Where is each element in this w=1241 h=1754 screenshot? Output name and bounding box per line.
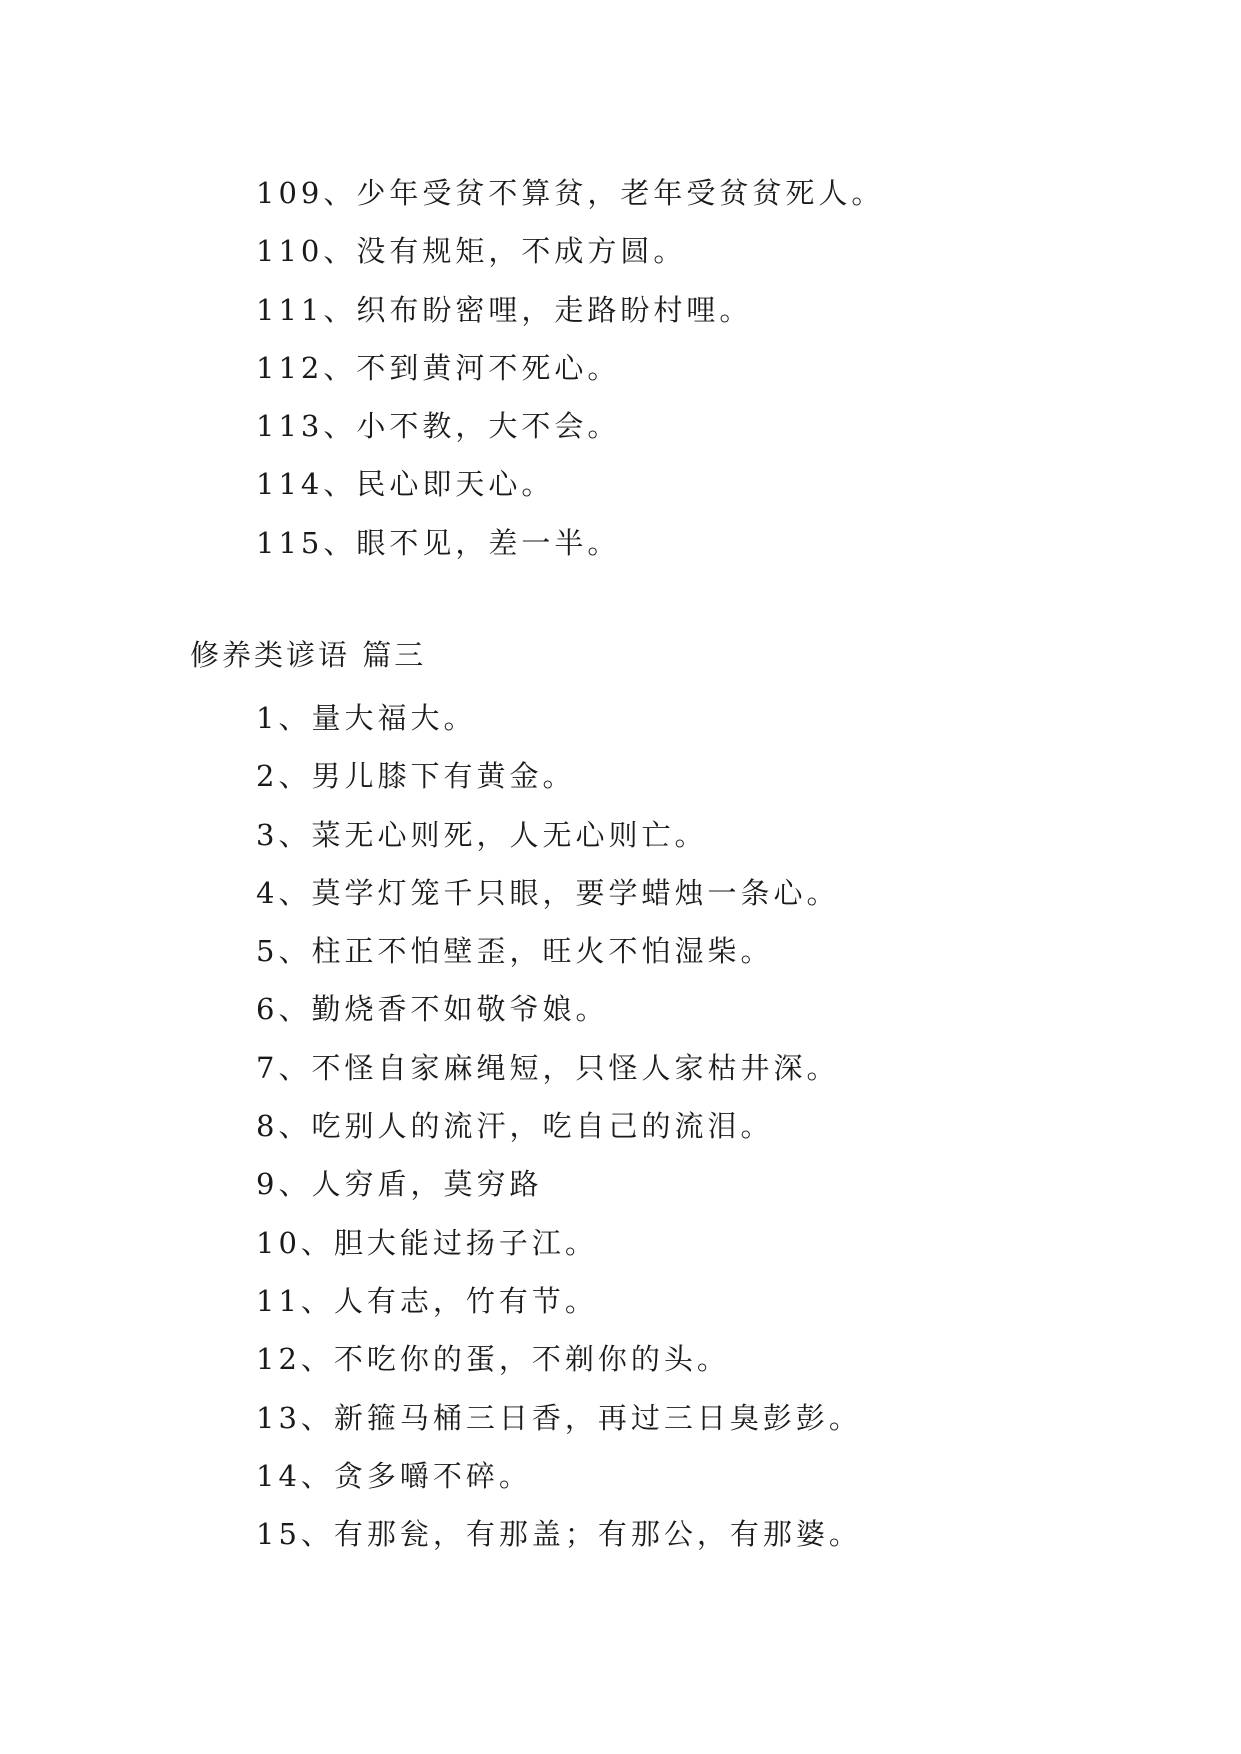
- list-item: 15、有那瓮，有那盖；有那公，有那婆。: [256, 1517, 862, 1552]
- list-item: 14、贪多嚼不碎。: [256, 1458, 532, 1493]
- list-item: 115、眼不见，差一半。: [256, 525, 621, 560]
- list-item: 11、人有志，竹有节。: [256, 1283, 598, 1318]
- proverb-list: [256, 689, 862, 1563]
- proverb-list-continued: [256, 164, 884, 572]
- section-heading: 修养类谚语 篇三: [190, 638, 427, 672]
- list-item: 113、小不教，大不会。: [256, 409, 621, 444]
- list-item: 3、菜无心则死，人无心则亡。: [256, 817, 708, 852]
- list-item: 109、少年受贫不算贫，老年受贫贫死人。: [256, 176, 885, 210]
- list-item: 9、人穷盾，莫穷路: [256, 1167, 543, 1202]
- list-item: 114、民心即天心。: [256, 467, 555, 502]
- list-item: 8、吃别人的流汗，吃自己的流泪。: [256, 1109, 774, 1144]
- list-item: 2、男儿膝下有黄金。: [256, 759, 576, 794]
- list-item: 112、不到黄河不死心。: [256, 350, 621, 385]
- list-item: 6、勤烧香不如敬爷娘。: [256, 992, 609, 1027]
- list-item: 5、柱正不怕壁歪，旺火不怕湿柴。: [256, 934, 774, 969]
- list-item: 13、新箍马桶三日香，再过三日臭彭彭。: [256, 1400, 862, 1435]
- list-item: 7、不怪自家麻绳短，只怪人家枯井深。: [256, 1050, 840, 1085]
- list-item: 10、胆大能过扬子江。: [256, 1225, 598, 1260]
- list-item: 4、莫学灯笼千只眼，要学蜡烛一条心。: [256, 875, 840, 910]
- list-item: 12、不吃你的蛋，不剃你的头。: [256, 1342, 730, 1377]
- list-item: 110、没有规矩，不成方圆。: [256, 234, 687, 269]
- list-item: 111、织布盼密哩，走路盼村哩。: [256, 292, 753, 327]
- list-item: 1、量大福大。: [256, 701, 477, 735]
